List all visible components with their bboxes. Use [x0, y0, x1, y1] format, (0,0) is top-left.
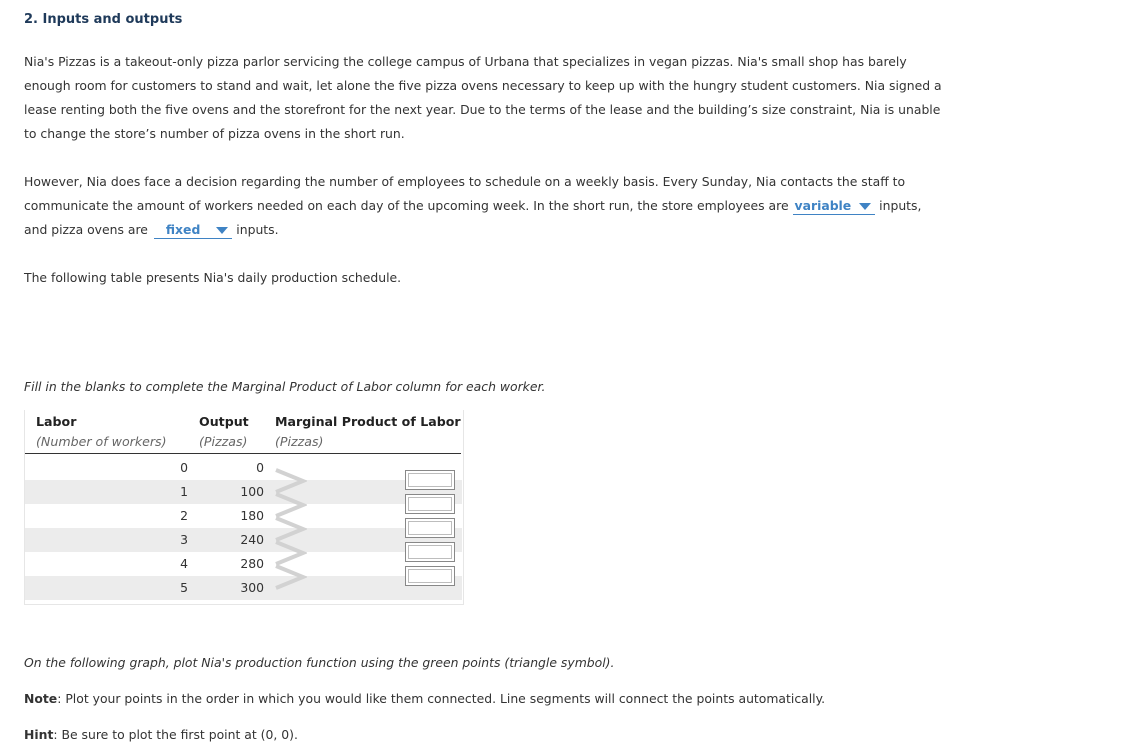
chevron-right-icon — [273, 492, 307, 518]
labor-header: Labor — [36, 414, 77, 429]
intro-paragraph: Nia's Pizzas is a takeout-only pizza parlor servicing the college campus of Urbana that specializes in vegan pizzas. Nia's small shop has barely enough room for customers to stand and wait, let alone the five pizza ovens necessary to keep up with the hungry student customers. Nia signed a lease renting both the five ovens and the storefront for the next year. Due to the terms of the lease and the building’s size constraint, Nia is unable to change the store’s number of pizza ovens in the short run. — [24, 54, 942, 141]
table-row — [25, 528, 462, 552]
table-row — [25, 552, 462, 576]
output-cell: 0 — [256, 460, 264, 475]
section-title: 2. Inputs and outputs — [24, 12, 183, 27]
labor-cell: 5 — [180, 580, 188, 595]
chevron-down-icon — [859, 203, 871, 210]
mpl-input-worker-3[interactable] — [405, 518, 455, 538]
inputs-text-a: However, Nia does face a decision regarding the number of employees to schedule on a weekly basis. Every Sunday, Nia contacts the staff to communicate the amount of workers needed on each day of the upcoming week. In the short run, the store employees are — [24, 174, 906, 213]
labor-cell: 4 — [180, 556, 188, 571]
table-row — [25, 504, 462, 528]
output-cell: 100 — [240, 484, 264, 499]
labor-cell: 2 — [180, 508, 188, 523]
dropdown-2-value: fixed — [165, 222, 201, 237]
graph-instruction: On the following graph, plot Nia's production function using the green points (triangle symbol). — [24, 655, 615, 670]
table-intro: The following table presents Nia's daily production schedule. — [24, 270, 402, 285]
output-header: Output — [199, 414, 249, 429]
chevron-right-icon — [273, 540, 307, 566]
variable-fixed-dropdown-2[interactable] — [154, 222, 232, 239]
chevron-right-icon — [273, 468, 307, 494]
note-body: : Plot your points in the order in which you would like them connected. Line segments will connect the points automatically. — [57, 691, 826, 706]
labor-cell: 1 — [180, 484, 188, 499]
mpl-input-worker-1[interactable] — [405, 470, 455, 490]
chevron-right-icon — [273, 516, 307, 542]
output-subheader: (Pizzas) — [199, 434, 248, 449]
table-row — [25, 480, 462, 504]
output-cell: 240 — [240, 532, 264, 547]
dropdown-1-value: variable — [794, 198, 852, 213]
hint-body: : Be sure to plot the first point at (0, 0). — [53, 727, 298, 742]
note-text — [24, 687, 944, 711]
labor-cell: 3 — [180, 532, 188, 547]
chevron-down-icon — [216, 227, 228, 234]
inputs-text-b: inputs, and pizza ovens are — [24, 198, 922, 237]
hint-text — [24, 723, 944, 747]
hint-label: Hint — [24, 727, 54, 742]
inputs-text-c: inputs. — [236, 222, 279, 237]
instruction-text: Fill in the blanks to complete the Marginal Product of Labor column for each worker. — [24, 379, 546, 394]
production-table — [24, 410, 464, 605]
inputs-paragraph — [24, 170, 944, 242]
mpl-header: Marginal Product of Labor — [275, 414, 461, 429]
labor-subheader: (Number of workers) — [36, 434, 167, 449]
labor-cell: 0 — [180, 460, 188, 475]
mpl-input-worker-2[interactable] — [405, 494, 455, 514]
table-row — [25, 576, 462, 600]
variable-fixed-dropdown-1[interactable] — [793, 198, 876, 215]
mpl-input-worker-4[interactable] — [405, 542, 455, 562]
output-cell: 300 — [240, 580, 264, 595]
output-cell: 180 — [240, 508, 264, 523]
output-cell: 280 — [240, 556, 264, 571]
header-divider — [25, 453, 461, 454]
mpl-subheader: (Pizzas) — [275, 434, 324, 449]
mpl-input-worker-5[interactable] — [405, 566, 455, 586]
chevron-right-icon — [273, 564, 307, 590]
table-row — [25, 456, 462, 480]
note-label: Note — [24, 691, 58, 706]
